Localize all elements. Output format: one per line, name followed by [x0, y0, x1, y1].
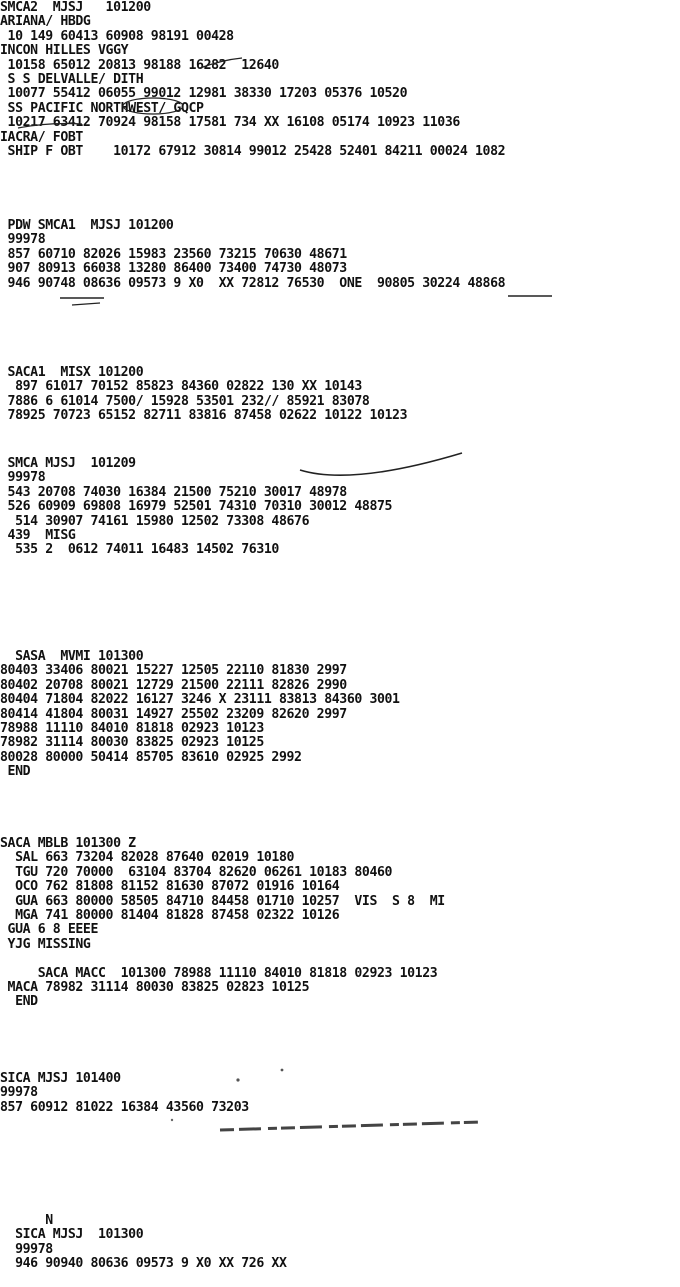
text-line: 543 20708 74030 16384 21500 75210 30017 48978 — [0, 484, 347, 500]
text-line: INCON HILLES VGGY — [0, 43, 129, 59]
text-line: 439 MISG — [0, 527, 76, 543]
text-line: IACRA/ FOBT — [0, 129, 83, 145]
text-line: PDW SMCA1 MJSJ 101200 — [0, 218, 174, 233]
text-line: 99978 — [0, 470, 46, 486]
text-line: GUA 663 80000 58505 84710 84458 01710 10257 VIS S 8 MI — [0, 893, 445, 909]
text-line: 10077 55412 06055 99012 12981 38330 17203 05376 10520 — [0, 86, 408, 102]
text-line: SMCA2 MJSJ 101200 — [0, 0, 151, 15]
text-line: SMCA MJSJ 101209 — [0, 456, 136, 471]
text-line: 10 149 60413 60908 98191 00428 — [0, 28, 234, 44]
text-line: END — [0, 764, 31, 780]
report-saca — [0, 837, 445, 1010]
text-line: 897 61017 70152 85823 84360 02822 130 XX 10143 — [0, 379, 362, 395]
text-line — [0, 952, 445, 966]
report-sica-1300 — [0, 1214, 287, 1272]
report-smca — [0, 457, 392, 558]
text-line: 907 80913 66038 13280 86400 73400 74730 48073 — [0, 261, 347, 277]
text-line: SS PACIFIC NORTHWEST/ GQCP — [0, 100, 204, 116]
text-line: MACA 78982 31114 80030 83825 02823 10125 — [0, 979, 310, 995]
text-line: S S DELVALLE/ DITH — [0, 71, 144, 87]
text-line: SASA MVMI 101300 — [0, 649, 144, 664]
text-line: 80028 80000 50414 85705 83610 02925 2992 — [0, 749, 302, 765]
text-line: 946 90940 80636 09573 9 X0 XX 726 XX — [0, 1256, 287, 1272]
text-line: 10158 65012 20813 98188 16282 12640 — [0, 57, 279, 73]
text-line: 80403 33406 80021 15227 12505 22110 81830 2997 — [0, 663, 347, 679]
text-line: 99978 — [0, 232, 46, 248]
text-line: MGA 741 80000 81404 81828 87458 02322 10126 — [0, 907, 340, 923]
text-line: END — [0, 994, 38, 1010]
smudge-mark — [220, 1122, 480, 1130]
text-line: SHIP F OBT 10172 67912 30814 99012 25428 52401 84211 00024 1082 — [0, 143, 506, 159]
text-line: 857 60912 81022 16384 43560 73203 — [0, 1099, 249, 1115]
text-line: 10217 63412 70924 98158 17581 734 XX 16108 05174 10923 11036 — [0, 115, 460, 131]
text-line: N — [0, 1213, 53, 1228]
report-smca2 — [0, 1, 505, 159]
text-line: 946 90748 08636 09573 9 X0 XX 72812 76530 ONE 90805 30224 48868 — [0, 275, 506, 291]
text-line: 78982 31114 80030 83825 02923 10125 — [0, 735, 264, 751]
report-pdw-smca1 — [0, 219, 505, 291]
text-line: 526 60909 69808 16979 52501 74310 70310 30012 48875 — [0, 499, 393, 515]
text-line: 535 2 0612 74011 16483 14502 76310 — [0, 542, 279, 558]
speck-mark — [171, 1119, 173, 1121]
text-line: 80402 20708 80021 12729 21500 22111 82826 2990 — [0, 677, 347, 693]
text-line: 857 60710 82026 15983 23560 73215 70630 48671 — [0, 246, 347, 262]
text-line: 78925 70723 65152 82711 83816 87458 02622 10122 10123 — [0, 408, 408, 424]
text-line: 514 30907 74161 15980 12502 73308 48676 — [0, 513, 310, 529]
text-line: SACA MBLB 101300 Z — [0, 836, 136, 851]
report-saca1 — [0, 366, 407, 424]
text-line: 80404 71804 82022 16127 3246 X 23111 83813 84360 3001 — [0, 692, 400, 708]
report-sica-1400 — [0, 1072, 249, 1115]
text-line: 99978 — [0, 1085, 38, 1101]
report-sasa — [0, 650, 400, 780]
text-line: TGU 720 70000 63104 83704 82620 06261 10183 80460 — [0, 864, 393, 880]
text-line: SACA MACC 101300 78988 11110 84010 81818 02923 10123 — [0, 965, 438, 981]
text-line: OCO 762 81808 81152 81630 87072 01916 10164 — [0, 879, 340, 895]
text-line: YJG MISSING — [0, 936, 91, 952]
underline-mark — [72, 303, 100, 305]
text-line: GUA 6 8 EEEE — [0, 922, 99, 938]
text-line: 99978 — [0, 1241, 53, 1257]
text-line: 7886 6 61014 7500/ 15928 53501 232// 85921 83078 — [0, 393, 370, 409]
text-line: SAL 663 73204 82028 87640 02019 10180 — [0, 850, 295, 866]
text-line: ARIANA/ HBDG — [0, 14, 91, 30]
text-line: SICA MJSJ 101300 — [0, 1227, 144, 1243]
text-line: 80414 41804 80031 14927 25502 23209 82620 2997 — [0, 706, 347, 722]
text-line: SACA1 MISX 101200 — [0, 365, 144, 380]
text-line: 78988 11110 84010 81818 02923 10123 — [0, 720, 264, 736]
text-line: SICA MJSJ 101400 — [0, 1071, 121, 1086]
speck-mark — [281, 1069, 284, 1072]
